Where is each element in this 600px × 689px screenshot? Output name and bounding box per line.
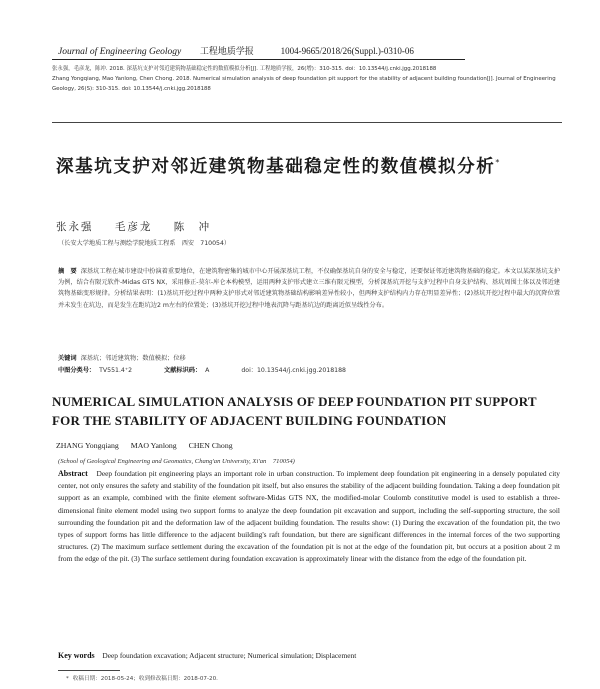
keywords-cn-label: 关键词 [58,355,77,362]
citation-block [52,64,562,94]
title-footnote-mark: * [495,158,501,167]
citation-cn: 张永强，毛彦龙，陈冲. 2018. 深基坑支护对邻近建筑物基础稳定性的数值模拟分析[J]. 工程地质学报，26(增)：310-315. doi：10.13544/j.cnki.jgg.2018188 [52,66,437,72]
abstract-en [58,468,560,566]
author-cn: 毛彦龙 [114,221,153,233]
clc-number [58,367,132,374]
document-code [164,367,209,374]
author-en: CHEN Chong [188,441,233,450]
author-cn: 陈 冲 [173,221,212,233]
affiliation-en: (School of Geological Engineering and Geomatics, Chang'an University, Xi'an 710054) [58,458,295,465]
doi-label: doi： [241,367,257,374]
citation-en: Zhang Yongqiang, Mao Yanlong, Chen Chong. 2018. Numerical simulation analysis of deep foundation pit support for the stability of adjacent building foundation[J]. Journal of Engineering Geology, 26(S): 310-315. doi: 10.13544/j.cnki.jgg.2018188 [52,76,556,92]
author-en: ZHANG Yongqiang [56,441,119,450]
journal-issn: 1004-9665/2018/26(Suppl.)-0310-06 [280,46,414,56]
received-date-footnote [66,674,218,682]
footnote-mark: * [66,676,69,682]
author-en: MAO Yanlong [130,441,177,450]
keywords-cn [58,353,186,362]
clc-label: 中图分类号： [58,367,96,374]
author-list-cn [56,219,227,234]
citation-divider [52,122,562,123]
journal-header [58,44,558,60]
author-cn: 张永强 [56,221,94,233]
header-divider [52,59,465,60]
paper-title-en: NUMERICAL SIMULATION ANALYSIS OF DEEP FOUNDATION PIT SUPPORT FOR THE STABILITY OF ADJACENT BUILDING FOUNDATION [52,394,537,428]
doi [241,367,346,374]
paper-title-cn-text: 深基坑支护对邻近建筑物基础稳定性的数值模拟分析 [56,156,496,177]
author-list-en [56,441,243,450]
journal-name-en: Journal of Engineering Geology [58,47,182,57]
keywords-cn-text: 深基坑；邻近建筑物；数值模拟；位移 [80,355,186,362]
footnote-divider [58,670,120,671]
doi-value: 10.13544/j.cnki.jgg.2018188 [256,367,346,374]
abstract-cn [58,266,560,311]
footnote-text: 收稿日期：2018-05-24；收到修改稿日期：2018-07-20. [72,676,218,682]
journal-name-cn: 工程地质学报 [199,47,254,57]
abstract-en-text: Deep foundation pit engineering plays an important role in urban construction. To implement deep foundation pit engineering in a densely populated city center, not only ensures the safety and stability of the foundation pit itself, but also ensures the stability of the adjacent building foundation. Taking a deep foundation pit support as an example, combined with the finite element software-Midas GTS NX, the modified-molar Coulomb constitutive model is used to establish a three-dimensional finite element model using two support forms to analyze the deep foundation pit excavation and support, including the self-supporting structure, the soil surrounding the foundation pit and the deformation law of the adjacent building foundation. The results show: (1) During the excavation of the foundation pit, the two types of support forms has little difference to the adjacent building's raft foundation, but there are significant differences in the internal forces of the two supporting structures. (2) The maximum surface settlement during the excavation of the foundation pit is not at the edge of the foundation pit, but occurs at a position about 2 m from the edge of the pit. (3) The surface settlement during foundation excavation is approximately linear with the distance from the edge of the foundation pit. [58,469,560,564]
affiliation-cn: （长安大学地质工程与测绘学院地质工程系 西安 710054） [58,240,231,247]
abstract-en-label: Abstract [58,469,88,478]
keywords-en-text: Deep foundation excavation; Adjacent structure; Numerical simulation; Displacement [102,651,357,660]
keywords-en [58,651,356,660]
abstract-cn-text: 深基坑工程在城市建设中扮演着重要地位，在建筑物密集的城市中心开展深基坑工程，不仅确保基坑自身的安全与稳定，还要保证邻近建筑物基础的稳定。本文以某深基坑支护为例，结合有限元软件-Midas GTS NX，采用修正-莫尔-库仑本构模型，运用两种支护形式建立三维有限元模型，分析深基坑开挖与支护过程中自身支护结构、基坑周围土体以及邻近建筑物基础变形规律。分析结果表明：(1)基坑开挖过程中两种支护形式对邻近建筑物基础结构影响差异性较小，但两种支护结构内力存在明显差异性；(2)基坑开挖过程中最大的沉降位置并未发生在坑边，而是发生在距坑边2 m左右的位置处；(3)基坑开挖过程中地表沉降与距基坑边的距离近似呈线性分布。 [58,268,561,309]
clc-value: TV551.4⁺2 [99,367,133,374]
abstract-cn-label: 摘 要 [58,268,77,275]
classification-line [58,365,376,374]
keywords-en-label: Key words [58,651,95,660]
paper-title-cn [56,150,560,180]
document-code-label: 文献标识码： [164,367,202,374]
document-code-value: A [205,367,210,374]
